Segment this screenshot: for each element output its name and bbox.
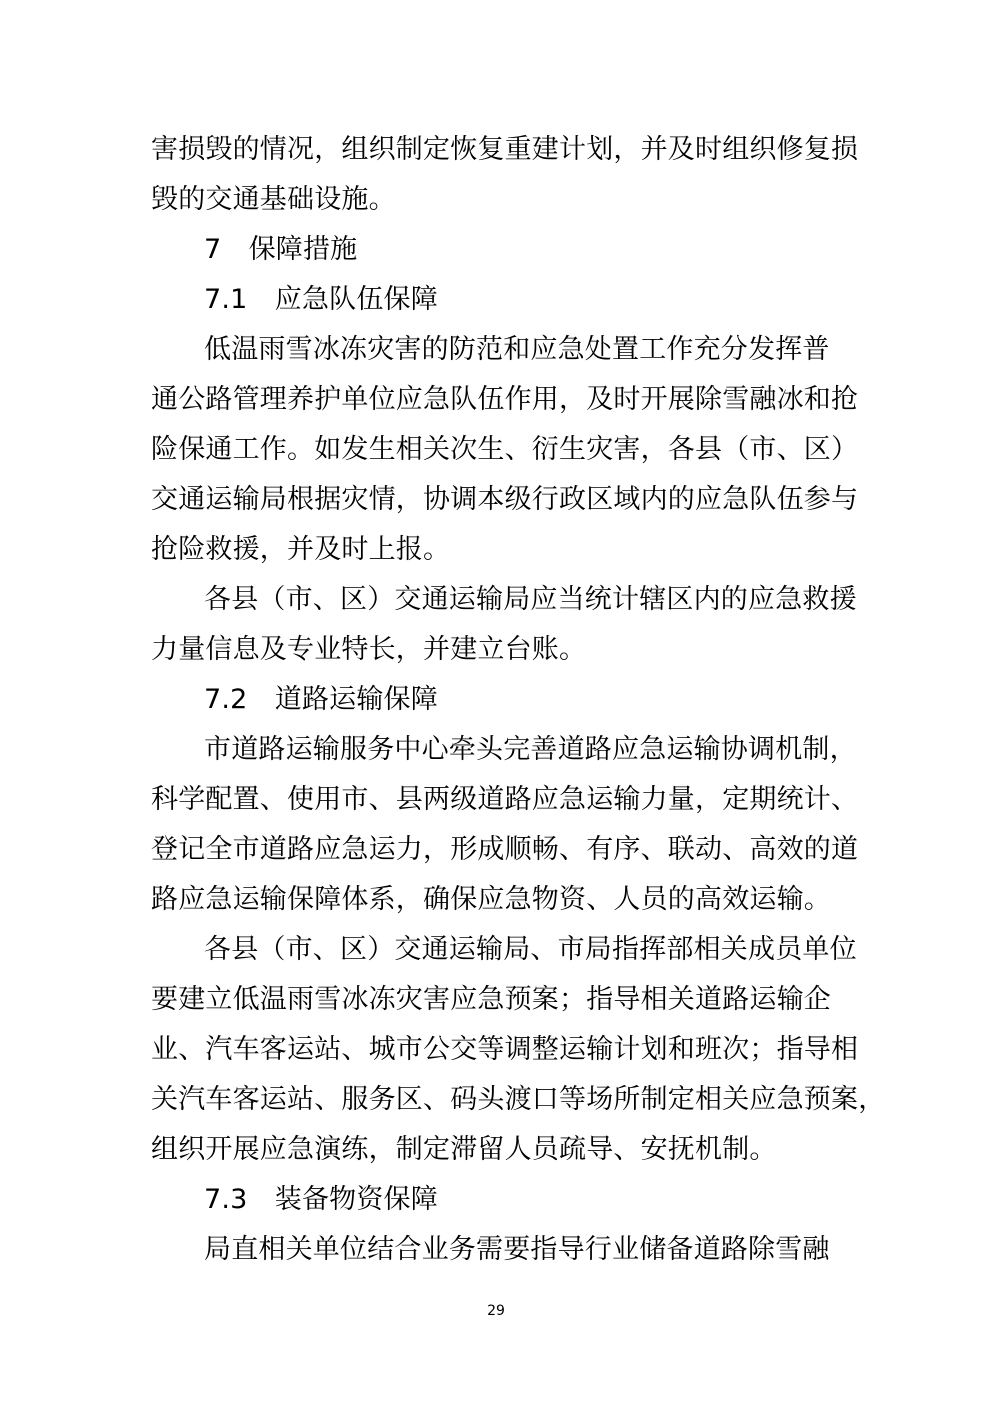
body-text-line: 科学配置、使用市、县两级道路应急运输力量，定期统计、	[151, 784, 859, 815]
subsection-heading: 7.3 装备物资保障	[204, 1184, 438, 1215]
body-text-line: 害损毁的情况，组织制定恢复重建计划，并及时组织修复损	[151, 134, 859, 165]
body-text-line: 毁的交通基础设施。	[151, 184, 396, 215]
body-text-line: 路应急运输保障体系，确保应急物资、人员的高效运输。	[151, 884, 831, 915]
subsection-heading: 7.2 道路运输保障	[204, 684, 438, 715]
body-text-line: 组织开展应急演练，制定滞留人员疏导、安抚机制。	[151, 1134, 777, 1165]
paragraph-first-line: 低温雨雪冰冻灾害的防范和应急处置工作充分发挥普	[204, 334, 830, 365]
body-text-line: 通公路管理养护单位应急队伍作用，及时开展除雪融冰和抢	[151, 384, 859, 415]
body-text-line: 业、汽车客运站、城市公交等调整运输计划和班次；指导相	[151, 1034, 859, 1065]
section-heading: 7 保障措施	[204, 234, 358, 265]
body-text-line: 登记全市道路应急运力，形成顺畅、有序、联动、高效的道	[151, 834, 859, 865]
body-text-line: 要建立低温雨雪冰冻灾害应急预案；指导相关道路运输企	[151, 984, 831, 1015]
body-text-line: 交通运输局根据灾情，协调本级行政区域内的应急队伍参与	[151, 484, 859, 515]
body-text-line: 抢险救援，并及时上报。	[151, 534, 451, 565]
paragraph-first-line: 市道路运输服务中心牵头完善道路应急运输协调机制，	[204, 734, 857, 765]
paragraph-first-line: 局直相关单位结合业务需要指导行业储备道路除雪融	[204, 1234, 830, 1265]
body-text-line: 力量信息及专业特长，并建立台账。	[151, 634, 587, 665]
page-number: 29	[487, 1303, 505, 1319]
paragraph-first-line: 各县（市、区）交通运输局应当统计辖区内的应急救援	[204, 584, 857, 615]
body-text-line: 险保通工作。如发生相关次生、衍生灾害，各县（市、区）	[151, 434, 859, 465]
paragraph-first-line: 各县（市、区）交通运输局、市局指挥部相关成员单位	[204, 934, 857, 965]
subsection-heading: 7.1 应急队伍保障	[204, 284, 438, 315]
body-text-line: 关汽车客运站、服务区、码头渡口等场所制定相关应急预案，	[151, 1084, 886, 1115]
